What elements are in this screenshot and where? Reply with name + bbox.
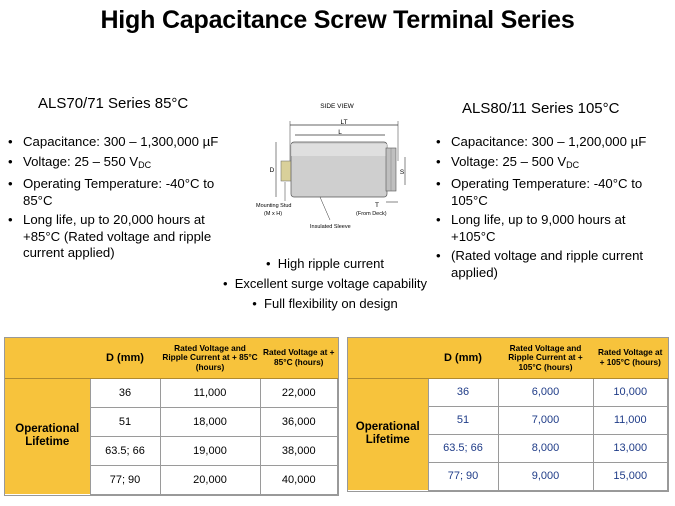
mounting-stud-label: Mounting Stud: [256, 203, 292, 209]
insulated-sleeve-label: Insulated Sleeve: [310, 224, 351, 230]
als70-lifetime: • Long life, up to 20,000 hours at +85°C (Rated voltage and ripple current applied): [6, 212, 238, 262]
table-cell: 9,000: [498, 462, 593, 490]
table-cell: 15,000: [593, 462, 668, 490]
table-cell: 40,000: [260, 465, 338, 494]
als70-series-title: ALS70/71 Series 85°C: [38, 95, 189, 112]
header-ripple: Rated Voltage and Ripple Current at + 85°C (hours): [160, 338, 260, 378]
als80-voltage: • Voltage: 25 – 500 $V_{DC}$: [434, 154, 672, 174]
header-d: D (mm): [90, 338, 160, 378]
table-cell: 18,000: [160, 407, 260, 436]
als70-temperature: • Operating Temperature: -40°C to 85°C: [6, 176, 238, 209]
table-cell: 10,000: [593, 378, 668, 406]
row-label: Operational Lifetime: [5, 378, 90, 494]
table-cell: 36,000: [260, 407, 338, 436]
als80-temperature: • Operating Temperature: -40°C to 105°C: [434, 176, 672, 209]
table-cell: 11,000: [593, 406, 668, 434]
als80-lifetime: • Long life, up to 9,000 hours at +105°C: [434, 212, 672, 245]
t-label: T: [375, 202, 379, 209]
als70-lifetime-table: [4, 337, 339, 496]
als80-lifetime-table: [347, 337, 669, 492]
table-cell: 38,000: [260, 436, 338, 465]
header-ripple: Rated Voltage and Ripple Current at + 105°C (hours): [498, 338, 593, 378]
capacitor-side-view-diagram: [255, 97, 420, 235]
table-cell: 51: [428, 406, 498, 434]
table-cell: 20,000: [160, 465, 260, 494]
table-cell: 8,000: [498, 434, 593, 462]
l-label: L: [338, 129, 342, 136]
als80-capacitance: • Capacitance: 300 – 1,200,000 µF: [434, 134, 672, 151]
als70-voltage: • Voltage: 25 – 550 $V_{DC}$: [6, 154, 238, 174]
table-cell: 63.5; 66: [428, 434, 498, 462]
header-blank: [348, 338, 428, 378]
als70-capacitance: • Capacitance: 300 – 1,300,000 µF: [6, 134, 238, 151]
d-label: D: [269, 167, 275, 174]
table-cell: 63.5; 66: [90, 436, 160, 465]
row-label: Operational Lifetime: [348, 378, 428, 490]
table-cell: 13,000: [593, 434, 668, 462]
table-cell: 19,000: [160, 436, 260, 465]
header-blank: [5, 338, 90, 378]
table-cell: 36: [428, 378, 498, 406]
from-deck-label: (From Deck): [356, 211, 387, 217]
lt-label: LT: [340, 119, 348, 126]
als70-bullet-list: [6, 134, 238, 265]
als80-bullet-list: [434, 134, 672, 284]
table-cell: 7,000: [498, 406, 593, 434]
feature-bullet-list: [200, 254, 450, 314]
table-cell: 11,000: [160, 378, 260, 407]
feature-ripple: • High ripple current: [200, 254, 450, 274]
als80-series-title: ALS80/11 Series 105°C: [462, 100, 620, 117]
table-cell: 22,000: [260, 378, 338, 407]
table-cell: 51: [90, 407, 160, 436]
header-rated: Rated Voltage at + 85°C (hours): [260, 338, 338, 378]
header-rated: Rated Voltage at + 105°C (hours): [593, 338, 668, 378]
table-cell: 36: [90, 378, 160, 407]
header-d: D (mm): [428, 338, 498, 378]
feature-surge: • Excellent surge voltage capability: [200, 274, 450, 294]
als80-lifetime-note: • (Rated voltage and ripple current applied): [434, 248, 672, 281]
s-label: S: [399, 169, 405, 176]
table-cell: 6,000: [498, 378, 593, 406]
table-cell: 77; 90: [428, 462, 498, 490]
page-title: High Capacitance Screw Terminal Series: [100, 6, 575, 34]
mounting-stud-size: (M x H): [264, 211, 283, 217]
side-view-caption: SIDE VIEW: [320, 103, 354, 110]
feature-flexibility: • Full flexibility on design: [200, 294, 450, 314]
table-cell: 77; 90: [90, 465, 160, 494]
